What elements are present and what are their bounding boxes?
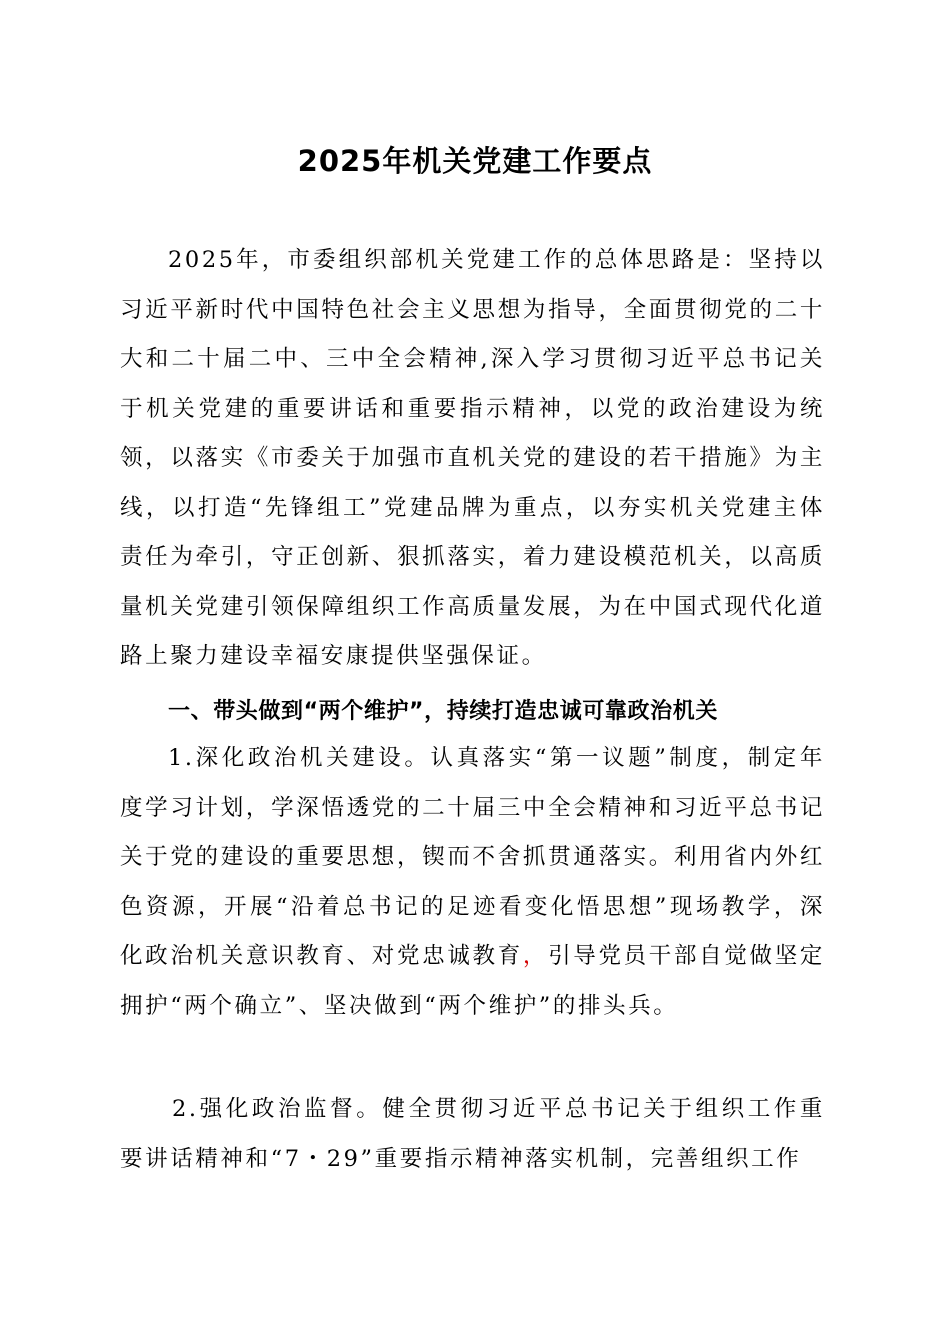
intro-paragraph: 2025年，市委组织部机关党建工作的总体思路是：坚持以习近平新时代中国特色社会主义思想为指导，全面贯彻党的二十大和二十届二中、三中全会精神,深入学习贯彻习近平总书记关于机关党建的重要讲话和重要指示精神，以党的政治建设为统领，以落实《市委关于加强市直机关党的建设的若干措施》为主线，以打造“先锋组工”党建品牌为重点，以夯实机关党建主体责任为牵引，守正创新、狠抓落实，着力建设模范机关，以高质量机关党建引领保障组织工作高质量发展，为在中国式现代化道路上聚力建设幸福安康提供坚强保证。 xyxy=(120,247,825,669)
item-1-paragraph xyxy=(120,734,825,1031)
section-1-heading: 一、带头做到“两个维护”，持续打造忠诚可靠政治机关 xyxy=(168,699,718,724)
item-1-text-after: 引导党员干部自觉做坚定拥护“两个确立”、坚决做到“两个维护”的排头兵。 xyxy=(120,943,825,1019)
item-1-red-mark: ， xyxy=(522,943,549,969)
document-title: 2025年机关党建工作要点 xyxy=(297,144,653,178)
item-2-paragraph: 2.强化政治监督。健全贯彻习近平总书记关于组织工作重要讲话精神和“7・29”重要指示精神落实机制，完善组织工作 xyxy=(120,1096,825,1172)
item-1-text-before: 1.深化政治机关建设。认真落实“第一议题”制度，制定年度学习计划，学深悟透党的二十届三中全会精神和习近平总书记关于党的建设的重要思想，锲而不舍抓贯通落实。利用省内外红色资源，开展“沿着总书记的足迹看变化悟思想”现场教学，深化政治机关意识教育、对党忠诚教育 xyxy=(120,745,825,969)
